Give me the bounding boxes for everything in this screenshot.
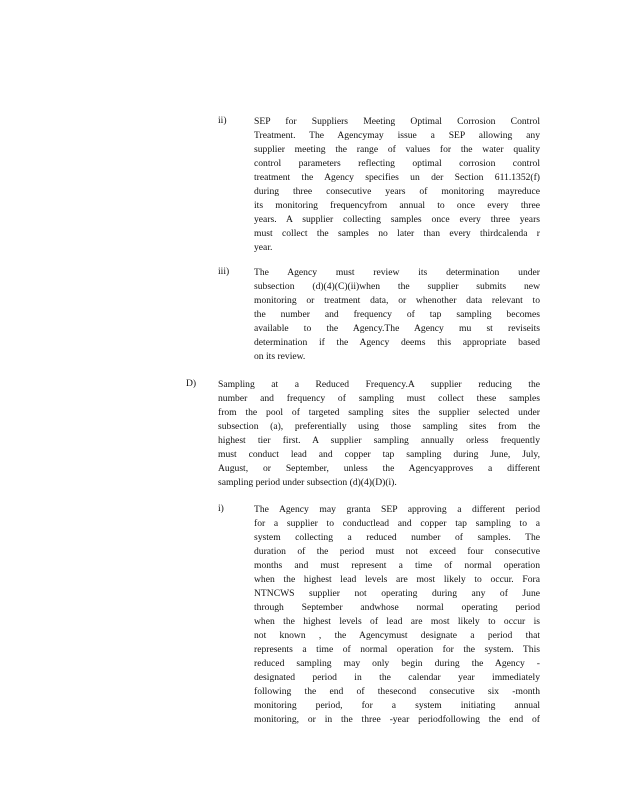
text-line: treatment the Agency specifies un der Section 611.1352(f)	[254, 172, 540, 183]
subsection-marker: iii)	[218, 266, 230, 277]
subsection-marker: D)	[186, 378, 197, 389]
text-line: August, or September, unless the Agencyapproves a different	[218, 463, 540, 474]
text-line: The Agency may granta SEP approving a different period	[254, 504, 540, 515]
text-line: Sampling at a Reduced Frequency.A supplier reducing the	[218, 379, 540, 390]
text-line: designated period in the calendar year immediately	[254, 672, 540, 683]
text-line: monitoring or treatment data, or whenother data relevant to	[254, 295, 540, 306]
text-line: highest tier first. A supplier sampling annually orless frequently	[218, 435, 540, 446]
subsection-marker: ii)	[218, 115, 227, 126]
text-line: reduced sampling may only begin during the Agency -	[254, 658, 540, 669]
text-line: subsection (a), preferentially using those sampling sites from the	[218, 421, 540, 432]
text-line: subsection (d)(4)(C)(ii)when the supplier submits new	[254, 281, 540, 292]
text-line: SEP for Suppliers Meeting Optimal Corrosion Control	[254, 116, 540, 127]
text-line: control parameters reflecting optimal corrosion control	[254, 158, 540, 169]
text-line: system collecting a reduced number of samples. The	[254, 532, 540, 543]
text-line: NTNCWS supplier not operating during any of June	[254, 588, 540, 599]
text-line: sampling period under subsection (d)(4)(D)(i).	[218, 477, 397, 488]
text-line: duration of the period must not exceed four consecutive	[254, 546, 540, 557]
text-line: supplier meeting the range of values for the water quality	[254, 144, 540, 155]
text-line: represents a time of normal operation for the system. This	[254, 644, 540, 655]
text-line: Treatment. The Agencymay issue a SEP allowing any	[254, 130, 540, 141]
text-line: on its review.	[254, 351, 306, 362]
text-line: not known , the Agencymust designate a period that	[254, 630, 540, 641]
text-line: following the end of thesecond consecutive six -month	[254, 686, 540, 697]
text-line: months and must represent a time of normal operation	[254, 560, 540, 571]
text-line: when the highest levels of lead are most likely to occur is	[254, 616, 540, 627]
subsection-text	[218, 378, 540, 490]
text-line: year.	[254, 242, 273, 253]
text-line: must collect the samples no later than every thirdcalenda r	[254, 228, 540, 239]
subsection-text	[254, 115, 540, 255]
text-line: when the highest lead levels are most likely to occur. Fora	[254, 574, 540, 585]
text-line: monitoring period, for a system initiating annual	[254, 700, 540, 711]
subsection-marker: i)	[218, 503, 224, 514]
text-line: must conduct lead and copper tap sampling during June, July,	[218, 449, 540, 460]
text-line: through September andwhose normal operating period	[254, 602, 540, 613]
text-line: from the pool of targeted sampling sites the supplier selected under	[218, 407, 540, 418]
subsection-text	[254, 503, 540, 727]
text-line: the number and frequency of tap sampling becomes	[254, 309, 540, 320]
text-line: determination if the Agency deems this appropriate based	[254, 337, 540, 348]
text-line: years. A supplier collecting samples once every three years	[254, 214, 540, 225]
text-line: monitoring, or in the three -year periodfollowing the end of	[254, 714, 540, 725]
subsection-text	[254, 266, 540, 364]
text-line: number and frequency of sampling must collect these samples	[218, 393, 540, 404]
text-line: for a supplier to conductlead and copper tap sampling to a	[254, 518, 540, 529]
text-line: during three consecutive years of monitoring mayreduce	[254, 186, 540, 197]
text-line: The Agency must review its determination under	[254, 267, 540, 278]
text-line: its monitoring frequencyfrom annual to once every three	[254, 200, 540, 211]
text-line: available to the Agency.The Agency mu st reviseits	[254, 323, 540, 334]
